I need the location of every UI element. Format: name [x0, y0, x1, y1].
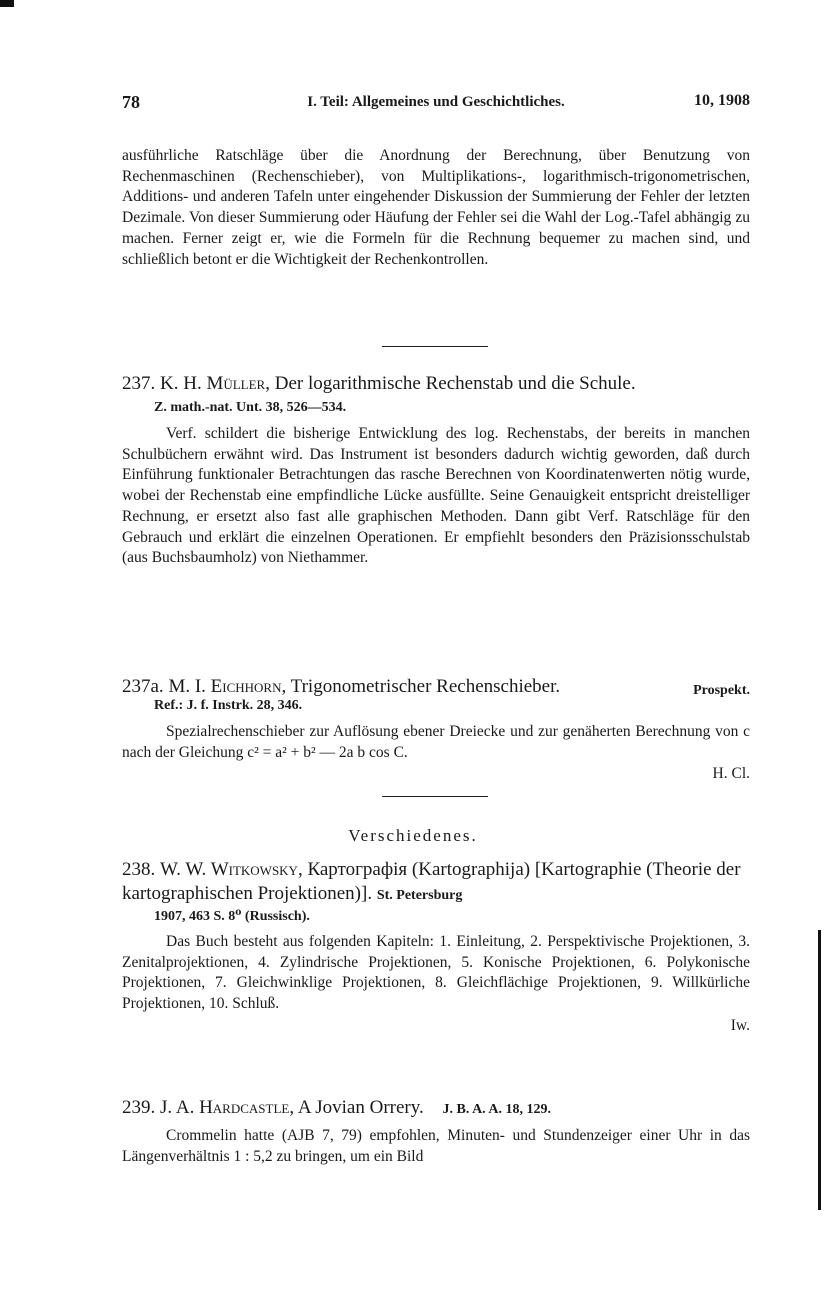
entry-number: 239. [122, 1097, 156, 1118]
entry-237a-source: Ref.: J. f. Instrk. 28, 346. [154, 698, 303, 713]
separator-rule [382, 796, 488, 797]
entry-source: J. B. A. A. 18, 129. [442, 1102, 552, 1117]
entry-number: 237. [122, 373, 156, 394]
running-title: I. Teil: Allgemeines und Geschichtliches. [307, 94, 565, 110]
entry-tag: St. Petersburg [376, 888, 463, 903]
entry-237-abstract: Verf. schildert die bisherige Entwicklung des log. Rechenstabs, der bereits in manchen Schulbüchern erwähnt wird. Das Instrument ist besonders dadurch wichtig geworden, daß durch Einführung funktionaler Betrachtungen das rasche Berechnen von Koordinatenwerten nötig wurde, wobei der Rechenstab eine empfindliche Lücke ausfüllte. Seine Genauigkeit entspricht dreistelliger Rechnung, er ersetzt also fast alle graphischen Methoden. Dann gibt Verf. Ratschläge für den Gebrauch und erklärt die einzelnen Operationen. Er empfiehlt besonders den Präzisionsschulstab (aus Buchsbaumholz) von Niethammer. [122, 425, 750, 567]
running-header [122, 92, 750, 118]
entry-title: Картографія (Kartographija) [Kartographie (Theorie der kartographischen Projektionen)]. [122, 859, 741, 904]
entry-title: Der logarithmische Rechenstab und die Schule. [274, 373, 636, 394]
volume-year: 10, 1908 [694, 92, 750, 109]
entry-237a-signature: H. Cl. [712, 765, 750, 782]
entry-author: K. H. Müller, [160, 373, 270, 394]
entry-number: 238. [122, 859, 156, 880]
entry-tag: Prospekt. [693, 683, 750, 698]
entry-238-heading [122, 858, 750, 908]
entry-238-signature: Iw. [730, 1017, 750, 1034]
separator-rule [382, 346, 488, 347]
intro-paragraph: ausführliche Ratschläge über die Anordnung der Berechnung, über Benutzung von Rechenmaschinen (Rechenschieber), von Multiplikations-, logarithmisch-trigonometrischen, Additions- und anderen Tafeln unter eingehender Diskussion der Summierung der Fehler der letzten Dezimale. Von dieser Summierung oder Häufung der Fehler sei die Wahl der Log.-Tafel abhängig zu machen. Ferner zeigt er, wie die Formeln für die Rechnung bequemer zu machen sind, und schließlich betont er die Wichtigkeit der Rechenkontrollen. [122, 147, 750, 268]
entry-author: J. A. Hardcastle, [160, 1097, 295, 1118]
entry-237a-abstract: Spezialrechenschieber zur Auflösung ebener Dreiecke und zur genäherten Berechnung von c nach der Gleichung c² = a² + b² — 2a b cos C. [122, 723, 750, 761]
entry-title: A Jovian Orrery. [297, 1097, 424, 1118]
entry-238-abstract: Das Buch besteht aus folgenden Kapiteln: 1. Einleitung, 2. Perspektivische Projektionen, 3. Zenitalprojektionen, 4. Zylindrische Projektionen, 5. Konische Projektionen, 6. Polykonische Projektionen, 7. Gleichwinklige Projektionen, 8. Gleichflächige Projektionen, 9. Willkürliche Projektionen, 10. Schluß. [122, 933, 750, 1013]
entry-number: 237a. [122, 676, 164, 697]
entry-author: W. W. Witkowsky, [160, 859, 303, 880]
entry-title: Trigonometrischer Rechenschieber. [290, 676, 561, 697]
section-heading: Verschiedenes. [348, 826, 478, 845]
page-number: 78 [122, 92, 140, 112]
page-corner-mark [0, 0, 14, 7]
entry-author: M. I. Eichhorn, [168, 676, 287, 697]
entry-238-source: 1907, 463 S. 8⁰ (Russisch). [154, 909, 310, 924]
entry-239-abstract: Crommelin hatte (AJB 7, 79) empfohlen, Minuten- und Stundenzeiger einer Uhr in das Längenverhältnis 1 : 5,2 zu bringen, um ein Bild [122, 1127, 750, 1165]
margin-rule [818, 930, 821, 1210]
entry-239-heading [122, 1096, 750, 1122]
entry-237-source: Z. math.-nat. Unt. 38, 526—534. [154, 400, 347, 415]
entry-237-heading [122, 372, 750, 396]
